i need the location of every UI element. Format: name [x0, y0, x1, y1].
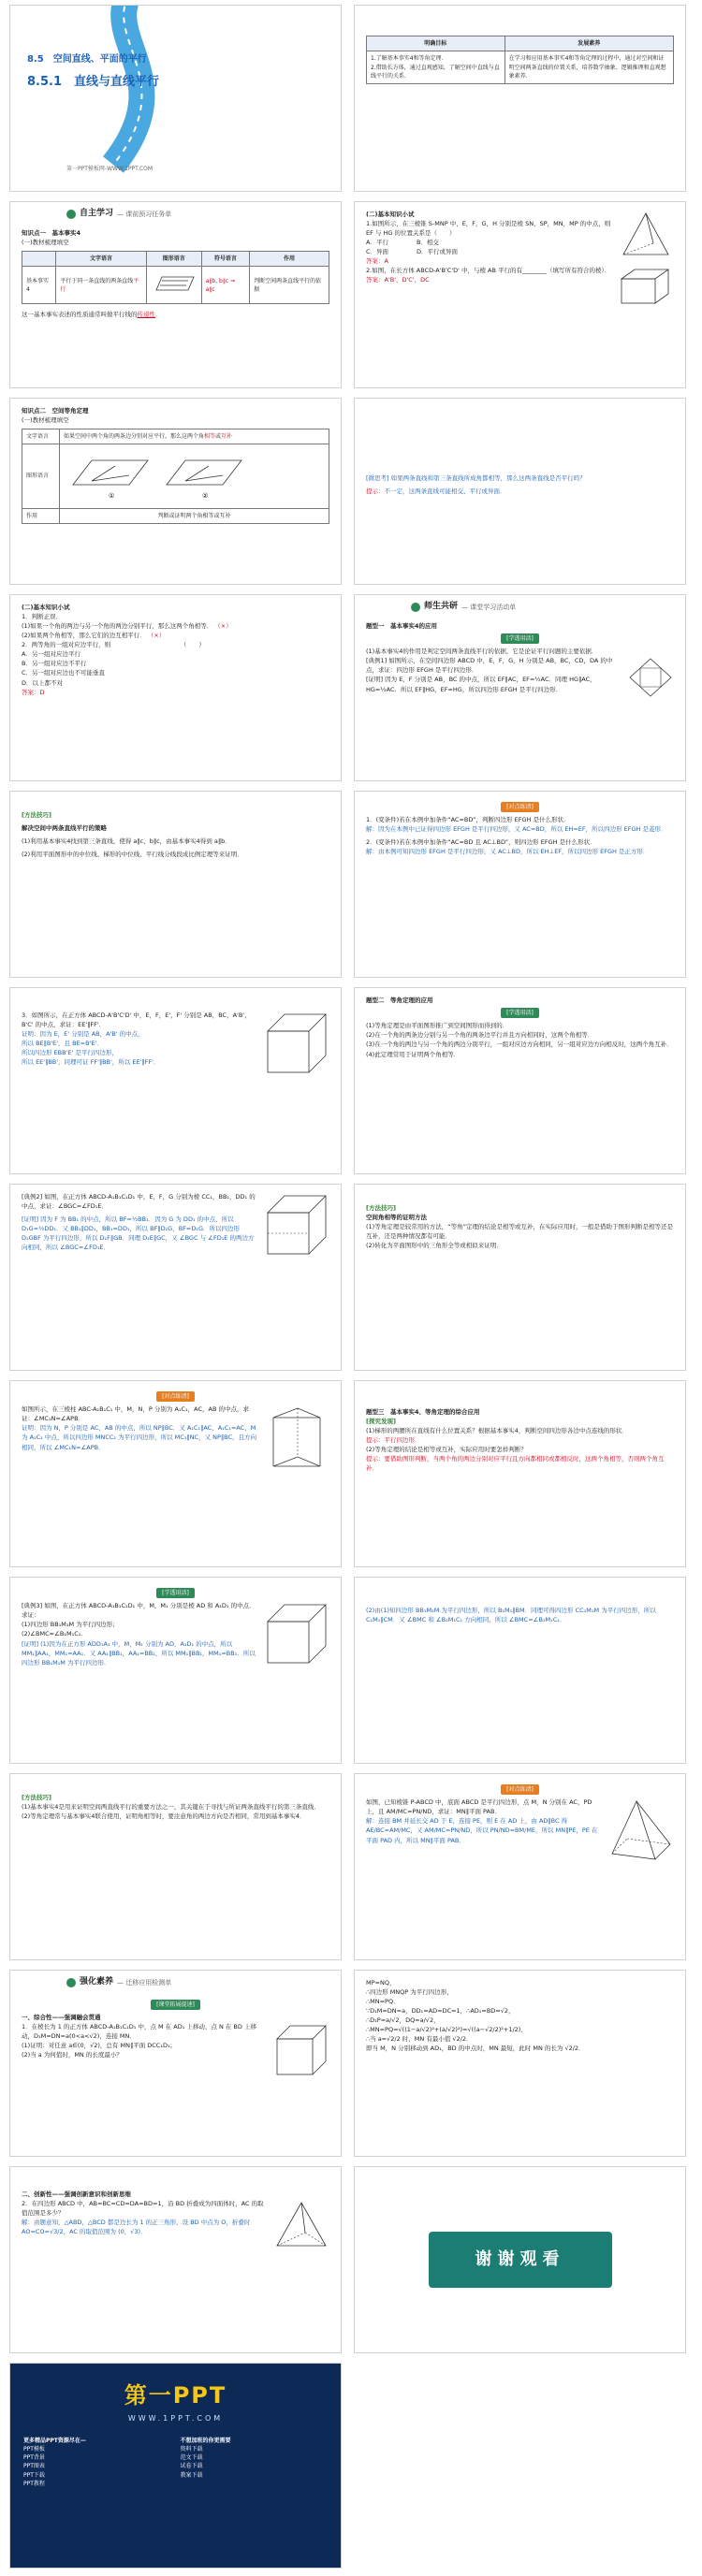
ad-right-col: [181, 2437, 329, 2489]
road-graphic: [9, 5, 188, 192]
note-text: 这一基本事实表述的性质通常叫做平行线的: [22, 311, 138, 319]
axiom-header-symbol: 符号语言: [201, 252, 249, 267]
pyramid-figure-2: [608, 1797, 674, 1863]
practice-q1: 1．(变条件)若在本例中加条件“AC=BD”，判断四边形 EFGH 是什么形状．: [366, 816, 570, 824]
example3-item1: (1)四边形 BB₁M₁M 为平行四边形；: [22, 1621, 119, 1629]
slide-7-quiz-2: [9, 594, 342, 781]
think-answer: [366, 487, 674, 496]
quiz2-heading: (二)基本知识小试: [22, 604, 70, 611]
banner-dot-icon: [66, 1978, 76, 1987]
cube-proof-2: 所以 BE∥B'E'，且 BE=B'E'．: [22, 1040, 103, 1048]
quadrilateral-figure: [627, 656, 674, 699]
solution-l7: ∴当 a=√2/2 时，MN 有最小值 √2/2．: [366, 2035, 473, 2044]
axiom-header-figure: 图形语言: [146, 252, 201, 267]
ad-right-heading: 不想加班的你更需要: [180, 2437, 231, 2444]
quiz2-answer: 答案：D: [22, 688, 45, 696]
cube-proof-3: 所以四边形 EBB'E' 是平行四边形，: [22, 1049, 118, 1057]
practice2-proof: 证明：因为 N，P 分别是 AC，AB 的中点，所以 NP∥BC．又 A₁C₁∥AC，A₁C₁=AC，M 为 A₁C₁ 中点，所以四边形 MNCC₁ 为平行四边形，所以 MC₁∥NC，又 NP∥BC，且方向相同，所以 ∠MC₁N=∠APB．: [22, 1424, 257, 1451]
example3-proof-cont: (2)由(1)知四边形 BB₁M₁M 为平行四边形，所以 B₁M₁∥BM．同理可得四边形 CC₁M₁M 为平行四边形，所以 C₁M₁∥CM．又 ∠BMC 和 ∠B₁M₁C₁ 方向相同，所以 ∠BMC=∠B₁M₁C₁．: [366, 1607, 656, 1624]
slide-20-practice-3: [354, 1773, 686, 1960]
banner-dot-icon: [66, 210, 76, 219]
knowledge-point-title: 知识点一 基本事实4: [22, 228, 81, 237]
thanks-container: [355, 2167, 685, 2352]
section-banner-2: [411, 601, 685, 614]
goal-a: 1.了解基本事实4和等角定理．: [371, 55, 447, 63]
type1-title: 题型一 基本事实4的应用: [366, 621, 438, 630]
note-end: ．: [155, 311, 162, 319]
type2-p3: (3)在一个角的两边与另一个角的两边分别平行，一组对应边方向相同，另一组对应边方向相反时，这两个角互补．: [366, 1041, 673, 1049]
cube-proof-1: 证明：因为 E，E' 分别是 AB，A'B' 的中点，: [22, 1030, 144, 1039]
banner-title: 自主学习: [80, 209, 114, 218]
type2-p1: (1)等角定理是由平面图形推广到空间图形而得到的．: [366, 1022, 509, 1030]
cube-proof-4: 所以 EE'∥BB'，同理可证 FF'∥BB'，所以 EE'∥FF'．: [22, 1058, 160, 1067]
goals-cell-literacy: 在学习和应用基本事实4和等角定理的过程中，通过对空间和证明空间两条直线的位置关系，培养数学抽象、逻辑推理和直观想象素养.: [505, 51, 673, 84]
note-red: 传递性: [137, 311, 155, 319]
slide-14-method-2: [354, 1184, 686, 1371]
slide-1-title: [9, 5, 342, 192]
example-1: [典例1] 如图所示，在空间四边形 ABCD 中，E，F，G，H 分别是 AB，BC，CD，DA 的中点，求证：四边形 EFGH 是平行四边形．: [366, 657, 613, 675]
statement-mid: 或: [215, 433, 222, 441]
slide-4-quiz-1: [354, 201, 686, 388]
subheading: (一)教材梳理填空: [22, 239, 69, 246]
quiz2-opt-d: D．以上都不对: [22, 678, 64, 687]
cube-figure: [264, 1011, 329, 1076]
slide-3-knowledge-1: [9, 201, 342, 388]
slide-13-example-2: [9, 1184, 342, 1371]
row-use-value: 判断或证明两个角相等或互补: [60, 508, 329, 523]
type2-p2: (2)在一个角的两条边分别与另一个角的两条边平行并且方向相同时，这两个角相等．: [366, 1031, 594, 1040]
slide-12-type-2: [354, 987, 686, 1174]
quiz-q1: 1.如图所示，在三棱锥 S-MNP 中，E，F，G，H 分别是棱 SN，SP，MN，MP 的中点，则 EF 与 HG 的位置关系是（ ）: [366, 220, 611, 238]
cube-figure-4: [273, 2022, 329, 2078]
ad-link-2[interactable]: PPT图表: [23, 2463, 45, 2470]
ad-logo-area: [10, 2364, 341, 2425]
quiz-q2: 2.如图，在长方体 ABCD-A'B'C'D' 中，与棱 AB 平行的有________（填写所有符合的棱）．: [366, 267, 611, 275]
think-question: [微思考] 如果两条直线和第三条直线所成角都相等，那么这两条直线是否平行吗？: [366, 474, 586, 482]
type3-title: 题型三 基本事实4、等角定理的综合应用: [366, 1408, 480, 1416]
axiom-table: [22, 251, 329, 304]
quiz2-line1: 1．判断正误．: [22, 613, 63, 621]
slide-8-type-1: [354, 594, 686, 781]
statement-red-2: 互补: [221, 433, 233, 441]
slide-15-practice-2: [9, 1380, 342, 1567]
cuboid-figure: [618, 266, 674, 308]
practice3-proof: 解：连接 BM 并延长交 AD 于 E，连接 PE，则 E 在 AD 上，由 AD∥BC 得 AE/BC=AM/MC，又 AM/MC=PN/ND，所以 PN/ND=BM/ME，所以 MN∥PE，PE 在平面 PAD 内，所以 MN∥平面 PAB．: [366, 1817, 598, 1844]
type1-point: (1)基本事实4的作用是判定空间两条直线平行的依据，它是论证平行问题的主要依据．: [366, 648, 598, 656]
think-answer-label: 提示：: [366, 488, 385, 496]
ad-link-8[interactable]: 教案下载: [180, 2471, 203, 2479]
method3-p1: (1)基本事实4是用来证明空间两直线平行的重要方法之一，其关键在于寻找与所证两条直线平行的第三条直线．: [22, 1803, 320, 1812]
axiom-use-cell: 判断空间两条直线平行的依据: [250, 267, 329, 304]
banner-subtitle-3: — 迁移应用检测单: [117, 1978, 172, 1987]
ad-left-heading: 更多精品PPT资源尽在—: [23, 2437, 86, 2444]
type1-tag: [学透用活]: [501, 633, 539, 644]
axiom-note: [22, 310, 329, 319]
method2-heading: 空间角相等的证明方法: [366, 1214, 427, 1222]
innovation-problem: 2．在四边形 ABCD 中，AB=BC=CD=DA=BD=1，沿 BD 折叠成为四面体时，AC 的取值范围是多少？: [22, 2200, 264, 2218]
svg-text:②: ②: [202, 492, 209, 501]
literacy-h1: 一、综合性——强调融会贯通: [22, 2014, 101, 2022]
quiz-q1-options-row2: [366, 247, 612, 256]
method-tag: [方法技巧]: [22, 811, 51, 819]
type3-a2: 提示：要借助图形判断，当两个角的两边分别对应平行且方向都相同或都相反时，这两个角相等，否则两个角互补．: [366, 1455, 665, 1473]
proof-2: [证明] 因为 F 为 BB₁ 的中点，所以 BF=½BB₁．因为 G 为 DD₁ 的中点，所以 D₁G=½DD₁．又 BB₁∥DD₁，BB₁=DD₁，所以 BF∥D₁G，BF=D₁G．所以四边形 D₁GBF 为平行四边形，所以 D₁F∥GB．同理 D₁E∥GC，又 ∠BGC 与 ∠FD₁E 的两边方向相同，所以 ∠BGC=∠FD₁E．: [22, 1215, 255, 1252]
pyramid-figure: [618, 210, 674, 261]
practice3-tag: [对点练清]: [501, 1784, 539, 1795]
solution-l3: ∴MN=PQ．: [366, 1998, 400, 2006]
quiz2-item2: [22, 631, 329, 640]
quiz2-item2-text: (2)如果两个角相等，那么它们的边互相平行．: [22, 632, 146, 640]
equal-angle-figure: [64, 447, 251, 502]
ad-links: [10, 2425, 341, 2500]
literacy-tag: [课堂拓展提速]: [151, 2000, 200, 2010]
slide-17-example-3: [9, 1577, 342, 1764]
slide-25-ad: [9, 2363, 342, 2569]
goals-cell-targets: [367, 51, 505, 84]
slide-footer: 第一PPT模板网-WWW.1PPT.COM: [66, 166, 154, 172]
slide-24-thanks: [354, 2166, 686, 2353]
quiz-q1-answer: 答案：A: [366, 257, 388, 266]
example3-item2: (2)∠BMC=∠B₁M₁C₁．: [22, 1630, 87, 1638]
quiz-q2-text: 2.如图，在长方体 ABCD-A'B'C'D' 中，与棱 AB 平行的有: [366, 267, 523, 275]
slide-22-solution: [354, 1970, 686, 2157]
practice3-problem: 如图，已知棱锥 P-ABCD 中，底面 ABCD 是平行四边形，点 M，N 分别在 AC，PD 上，且 AM/MC=PN/ND，求证：MN∥平面 PAB．: [366, 1798, 592, 1816]
example3-proof: [证明] (1)因为在正方形 ADD₁A₁ 中，M，M₁ 分别为 AD，A₁D₁ 的中点，所以 MM₁∥AA₁，MM₁=AA₁．又 AA₁∥BB₁，AA₁=BB₁，所以 MM₁∥BB₁，MM₁=BB₁．所以四边形 BB₁M₁M 为平行四边形．: [22, 1639, 256, 1666]
practice-a1: 解：因为在本例中已证得四边形 EFGH 是平行四边形，又 AC=BD，所以 EH=EF，所以四边形 EFGH 是菱形．: [366, 825, 667, 834]
equal-angle-figures: [60, 444, 329, 508]
practice-q2: 2．(变条件)若在本例中加条件“AC=BD 且 AC⊥BD”，则四边形 EFGH 是什么形状．: [366, 838, 596, 847]
think-answer-text: 不一定，这两条直线可能相交、平行或异面．: [384, 488, 506, 496]
slide-2-goals: [354, 5, 686, 192]
slide-16-type-3: [354, 1380, 686, 1567]
statement-red-1: 相等: [204, 433, 216, 441]
example3-tag: [学透用活]: [156, 1588, 195, 1598]
option-b: B．相交: [416, 239, 439, 247]
tetrahedron-figure: [273, 2199, 329, 2255]
ad-link-7[interactable]: 试卷下载: [180, 2463, 203, 2470]
option-c: C．异面: [366, 248, 389, 256]
method3-p2: (2)等角定理常与基本事实4联合使用，证明角相等时，要注意角的两边方向是否相同，常用到基本事实4．: [22, 1812, 306, 1821]
solution-l2: ∴四边形 MNQP 为平行四边形，: [366, 1988, 453, 1997]
innovation-answer: 解：由题意知，△ABD，△BCD 都是边长为 1 的正三角形，设 BD 中点为 O，折叠时 AO=CO=√3/2，AC 的取值范围为 (0，√3)．: [22, 2219, 251, 2236]
type3-tag: [探究发现]: [366, 1418, 396, 1426]
slide-9-method: [9, 791, 342, 978]
axiom-symbol-cell: a∥b, b∥c ⇒ a∥c: [201, 267, 249, 304]
cube-figure-2: [264, 1192, 329, 1258]
solution-l4: ∵D₁M=DN=a，DD₁=AD=DC=1，∴AD₁=BD=√2，: [366, 2007, 515, 2016]
quiz2-opt-a: A．另一组对应边平行: [22, 650, 80, 659]
option-d: D．平行或异面: [417, 248, 459, 256]
literacy-p3: (2)当 a 为何值时，MN 的长度最小？: [22, 2051, 123, 2059]
literacy-p1: 1．在棱长为 1 的正方体 ABCD-A₁B₁C₁D₁ 中，点 M 在 AD₁ 上移动，点 N 在 BD 上移动，D₁M=DN=a(0<a<√2)，连接 MN．: [22, 2023, 256, 2041]
solution-l6: ∴MN=PQ=√((1−a/√2)²+(a/√2)²)=√((a−√2/2)²+1/2)，: [366, 2026, 527, 2034]
ad-link-6[interactable]: 范文下载: [180, 2454, 203, 2462]
ad-link-5[interactable]: 资料下载: [180, 2445, 203, 2452]
quiz2-item1-text: (1)如果一个角的两边与另一个角的两边分别平行，那么这两个角相等．: [22, 622, 213, 631]
practice-a2: 解：由本例可知四边形 EFGH 是平行四边形，又 AC⊥BD，所以 EH⊥EF，所以四边形 EFGH 是正方形．: [366, 848, 650, 856]
axiom-row-label: 基本事实4: [22, 267, 56, 304]
type2-tag: [学透用活]: [501, 1008, 539, 1018]
literacy-p2: (1)证明：对任意 a∈(0，√2)，总有 MN∥平面 DCC₁D₁；: [22, 2042, 177, 2050]
method2-tag: [方法技巧]: [366, 1204, 396, 1212]
method2-p1: (1)等角定理是较常用的方法，“等角”定理的结论是相等或互补，在实际应用时，一般是借助于图形判断是相等还是互补，还是两种情况都有可能．: [366, 1223, 673, 1241]
slide-23-innovation: [9, 2166, 342, 2353]
solution-l8: 即当 M，N 分别移动到 AD₁，BD 的中点时，MN 最短，此时 MN 的长为 √2/2．: [366, 2045, 585, 2053]
goals-header-literacy: 发展素养: [505, 36, 673, 51]
axiom-text: 平行于同一条直线的两条直线: [60, 277, 134, 284]
quiz2-opt-c: C．另一组对应边也不可能垂直: [22, 669, 106, 677]
quiz-heading: (二)基本知识小试: [366, 211, 415, 218]
banner-subtitle: — 课前预习任务单: [117, 210, 172, 218]
prism-figure: [264, 1404, 329, 1476]
row-label-figure: 图形语言: [22, 444, 60, 508]
slide-5-knowledge-2: [9, 398, 342, 585]
ad-link-3[interactable]: PPT下载: [23, 2471, 45, 2479]
section-banner: [66, 208, 341, 221]
quiz-q1-options-row1: [366, 238, 612, 247]
ad-link-0[interactable]: PPT模板: [23, 2445, 45, 2452]
statement-text: 如果空间中两个角的两条边分别对应平行，那么这两个角: [64, 433, 205, 441]
equal-angle-statement: [60, 429, 329, 444]
quiz2-item1-judge: （×）: [214, 622, 232, 631]
axiom-text-red: 平行: [60, 277, 139, 293]
innovation-heading: 二、创新性——强调创新意识和创新思维: [22, 2190, 131, 2198]
thanks-banner: 谢谢观看: [429, 2232, 612, 2288]
solution-l1: MP=NQ，: [366, 1979, 396, 1987]
ad-link-1[interactable]: PPT背景: [23, 2454, 45, 2462]
equal-angle-table: [22, 429, 329, 524]
goal-b: 2.借助长方体，通过直观感知，了解空间中直线与直线平行的关系.: [371, 64, 500, 80]
banner-title-3: 强化素养: [80, 1977, 114, 1987]
axiom-header-corner: [22, 252, 56, 267]
type3-a1: 提示：平行四边形．: [366, 1436, 421, 1445]
option-a: A．平行: [366, 239, 388, 247]
method-heading: 解决空间中两条直线平行的策略: [22, 824, 107, 833]
svg-text:①: ①: [109, 492, 115, 501]
slide-11-cube-proof: [9, 987, 342, 1174]
practice2-tag: [对点练清]: [156, 1391, 195, 1402]
method-point-2: (2)利用平面图形中的中位线、梯形的中位线、平行线分线段成比例定理等来证明．: [22, 851, 243, 859]
axiom-header-use: 作用: [250, 252, 329, 267]
quiz2-item2-judge: （×）: [147, 632, 166, 640]
axiom-header-text: 文字语言: [56, 252, 147, 267]
cube-problem: 3．如图所示，在正方体 ABCD-A'B'C'D' 中，E，F，E'，F' 分别是 AB，BC，A'B'，B'C' 的中点，求证：EE'∥FF'．: [22, 1011, 251, 1029]
banner-dot-icon: [411, 603, 420, 612]
practice-tag: [对点练清]: [501, 802, 539, 812]
slide-21-literacy: [9, 1970, 342, 2157]
type3-q2: (2)等角定理的结论是相等或互补，实际应用时要怎样判断？: [366, 1446, 527, 1454]
quiz-q2-answer: 答案：A'B'，D'C'，DC: [366, 276, 430, 284]
quiz2-item1: [22, 621, 329, 631]
method3-tag: [方法技巧]: [22, 1794, 51, 1801]
ad-url[interactable]: WWW.1PPT.COM: [127, 2414, 224, 2423]
example3-problem: [典例3] 如图，在正方体 ABCD-A₁B₁C₁D₁ 中，M，M₁ 分别是棱 AD 和 A₁D₁ 的中点．求证：: [22, 1602, 256, 1620]
section-banner-3: [66, 1976, 341, 1989]
axiom-figure-cell: [146, 267, 201, 304]
subsection-title: 8.5.1 直线与直线平行: [27, 74, 160, 89]
example-2: [典例2] 如图，在正方体 ABCD-A₁B₁C₁D₁ 中，E，F，G 分别为棱 CC₁，BB₁，DD₁ 的中点，求证：∠BGC=∠FD₁E．: [22, 1193, 256, 1211]
type2-p4: (4)此定理常用于证明两个角相等．: [366, 1050, 461, 1058]
banner-title-2: 师生共研: [424, 602, 459, 611]
type3-q1: (1)梯形的两腰所在直线有什么位置关系？根据基本事实4，判断空间四边形各边中点连线的形状．: [366, 1427, 628, 1435]
axiom-text-cell: [56, 267, 147, 304]
goals-header-target: 明确目标: [367, 36, 505, 51]
slide-10-practice: [354, 791, 686, 978]
quiz2-opt-b: B．另一组对应边不平行: [22, 660, 87, 668]
ad-left-col: [23, 2437, 171, 2489]
parallel-lines-figure: [151, 271, 197, 296]
solution-l5: ∴D₁P=a/√2，DQ=a/√2，: [366, 2016, 440, 2025]
knowledge-point-2-title: 知识点二 空间等角定理: [22, 407, 89, 415]
section-title: 8.5 空间直线、平面的平行: [27, 54, 147, 65]
slide-19-method-3: [9, 1773, 342, 1960]
method-point-1: (1)利用基本事实4找到第三条直线，使得 a∥c，b∥c，由基本事实4得到 a∥b．: [22, 837, 231, 846]
type2-title: 题型二 等角定理的应用: [366, 997, 433, 1004]
practice2-problem: 如图所示，在三棱柱 ABC-A₁B₁C₁ 中，M，N，P 分别为 A₁C₁，AC，AB 的中点，求证：∠MC₁N=∠APB．: [22, 1405, 249, 1423]
slide-6-think: [354, 398, 686, 585]
quiz2-q2: 2．两等角的一组对应边平行，则 （ ）: [22, 641, 205, 649]
banner-subtitle-2: — 课堂学习活动单: [461, 603, 517, 611]
proof-1: [证明] 因为 E，F 分别是 AB，BC 的中点，所以 EF∥AC，EF=½AC．同理 HG∥AC，HG=½AC．所以 EF∥HG，EF=HG，所以四边形 EFGH 是平行四边形．: [366, 676, 596, 693]
row-label-text: 文字语言: [22, 429, 60, 444]
ad-logo: 第一PPT: [124, 2382, 227, 2409]
goals-table: [366, 36, 674, 84]
slide-18-example-3-cont: [354, 1577, 686, 1764]
ad-link-4[interactable]: PPT教程: [23, 2481, 45, 2488]
quiz-q2-tail: （填写所有符合的棱）．: [547, 267, 611, 275]
subheading-2: (一)教材梳理填空: [22, 416, 69, 425]
row-label-use: 作用: [22, 508, 60, 523]
method2-p2: (2)转化为平面图形中的三角形全等或相似来证明．: [366, 1242, 503, 1250]
cube-figure-3: [264, 1601, 329, 1666]
